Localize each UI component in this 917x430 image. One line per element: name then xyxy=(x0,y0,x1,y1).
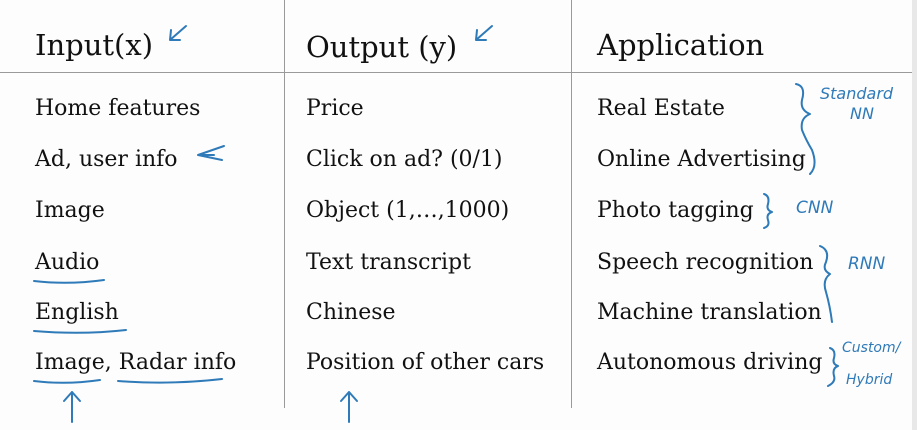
cell-app-photo-tagging: Photo tagging xyxy=(597,198,754,223)
arrow-input-header xyxy=(170,26,186,40)
brace-custom xyxy=(828,348,838,386)
arrow-up-input xyxy=(64,392,80,422)
cell-output-position-cars: Position of other cars xyxy=(306,350,545,375)
arrow-output-header xyxy=(476,26,492,40)
cell-output-object: Object (1,…,1000) xyxy=(306,198,510,223)
header-application: Application xyxy=(597,28,765,62)
underline-audio xyxy=(34,280,104,283)
cell-output-click-on-ad: Click on ad? (0/1) xyxy=(306,147,503,172)
note-cnn: CNN xyxy=(796,198,834,218)
cell-output-price: Price xyxy=(306,96,364,121)
cell-app-real-estate: Real Estate xyxy=(597,96,725,121)
cell-input-home-features: Home features xyxy=(35,96,201,121)
note-standard: Standard xyxy=(820,84,894,103)
cell-app-machine-translation: Machine translation xyxy=(597,300,822,325)
note-nn: NN xyxy=(850,104,874,123)
brace-standard-nn xyxy=(796,84,815,174)
note-custom: Custom/ xyxy=(842,340,901,356)
note-hybrid: Hybrid xyxy=(846,372,893,388)
header-output: Output (y) xyxy=(306,30,458,64)
cell-output-chinese: Chinese xyxy=(306,300,396,325)
cell-app-speech-recognition: Speech recognition xyxy=(597,250,814,275)
underline-radar-info xyxy=(118,379,222,383)
underline-english xyxy=(34,330,126,333)
underline-image xyxy=(34,380,100,383)
cell-input-audio: Audio xyxy=(35,250,100,275)
cell-app-autonomous-driving: Autonomous driving xyxy=(597,350,823,375)
arrow-up-output xyxy=(341,392,357,422)
cell-input-english: English xyxy=(35,300,119,325)
cell-input-ad-user-info: Ad, user info xyxy=(35,147,178,172)
header-input: Input(x) xyxy=(35,28,154,62)
note-rnn: RNN xyxy=(848,254,886,274)
brace-cnn xyxy=(764,194,772,228)
cell-output-text-transcript: Text transcript xyxy=(306,250,471,275)
brace-rnn xyxy=(820,246,832,322)
cell-input-image: Image xyxy=(35,198,105,223)
cell-app-online-advertising: Online Advertising xyxy=(597,147,806,172)
arrow-ad-user-info xyxy=(198,146,224,160)
cell-input-image-radar: Image, Radar info xyxy=(35,350,237,375)
